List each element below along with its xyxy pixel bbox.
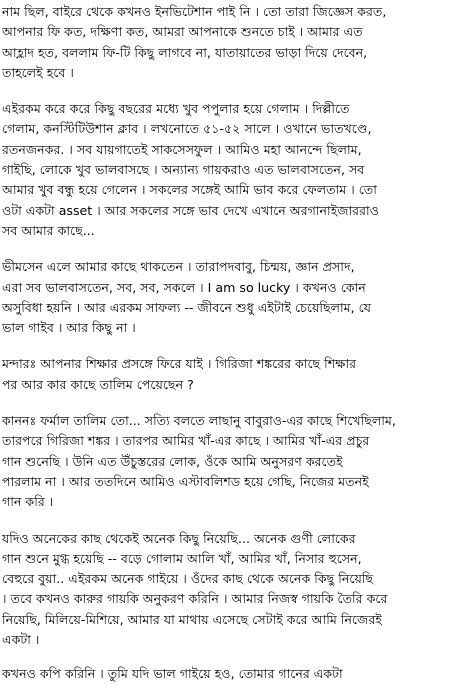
text-line: নাম ছিল, বাইরে থেকে কখনও ইনভিটেশান পাই নি । তো তারা জিজ্ঞেস করত,: [2, 4, 387, 19]
text-line: বেহুরে বুয়া.. এইরকম অনেক গাইয়ে । ওঁদের কাছ থেকে অনেক কিছু নিয়েছি: [2, 571, 374, 587]
text-line: কখনও কপি করিনি । তুমি যদি ভাল গাইয়ে হও, তোমার গানের একটা: [2, 666, 343, 682]
paragraph-bhimsen: [2, 257, 456, 338]
text-line: গেলাম, কনস্টিটিউশান ক্লাব । লখনোতে ৫১-৫২ সালে । ওখানে ভাতখণ্ডে,: [2, 121, 372, 137]
text-line: পারলাম না । আর ততদিনে আমিও এস্টাবলিশড হয়ে গেছি, নিজের মতনই: [2, 473, 369, 489]
text-line: যদিও অনেকের কাছ থেকেই অনেক কিছু নিয়েছি... অনেক গুণী লোকের: [2, 530, 356, 546]
paragraph-question: [2, 354, 456, 395]
text-line: কাননঃ ফর্মাল তালিম তো... সত্যি বলতে লাছানু বাবুরাও-এর কাছে শিখেছিলাম,: [2, 413, 396, 429]
text-line: । তবে কখনও কারুর গায়কি অনুকরণ করিনি । আমার নিজস্ব গায়কি তৈরি করে: [2, 591, 388, 607]
text-line: সব আমার কাছে...: [2, 222, 95, 238]
text-line: গাইছি, লোকে খুব ভালবাসছে । অন্যান্য গায়করাও এত ভালবাসতেন, সব: [2, 162, 365, 178]
text-line: তাহলেই হবে ।: [2, 64, 74, 80]
paragraph-invitation: [2, 2, 456, 83]
text-line: একটা ।: [2, 632, 40, 648]
text-line: আমার খুব বন্ধু হয়ে গেলেন । সকলের সঙ্গেই আমি ভাব করে ফেলতাম । তো: [2, 182, 377, 198]
text-line: পর আর কার কাছে তালিম পেয়েছেন ?: [2, 376, 194, 392]
text-line: এইরকম করে করে কিছু বছরের মধ্যে খুব পপুলার হয়ে গেলাম । দিল্লীতে: [2, 101, 350, 117]
text-line: গান শুনেছি । উনি এত উঁচুস্তরের লোক, ওঁকে আমি অনুসরণ করতেই: [2, 453, 343, 469]
text-line: ভীমসেন এলে আমার কাছে থাকতেন । তারাপদবাবু, চিন্ময়, জ্ঞান প্রসাদ,: [2, 259, 355, 275]
paragraph-answer: [2, 411, 456, 512]
text-line: অসুবিধা হয়নি । আর এরকম সাফল্য -- জীবনে শুধু এইটাই চেয়েছিলাম, যে: [2, 299, 372, 315]
text-line: নিয়েছি, মিলিয়ে-মিশিয়ে, আমার যা মাথায় এসেছে সেটাই করে আমি নিজেরই: [2, 611, 382, 627]
paragraph-copy: [2, 664, 456, 684]
paragraph-influences: [2, 529, 456, 651]
text-line: এরা সব ভালবাসতেন, সব, সব, সকলে । I am so lucky । কখনও কোন: [2, 279, 366, 295]
text-line: আহ্লাদ হত, বললাম ফি-টি কিছু লাগবে না, যাতায়াতের ভাড়া দিয়ে দেবেন,: [2, 44, 368, 60]
text-line: আপনার ফি কত, দক্ষিণা কত, আমরা আপনাকে শুনতে চাই । আমার এত: [2, 24, 363, 40]
text-line: গান করি ।: [2, 494, 54, 510]
text-line: ওটা একটা asset । আর সকলের সঙ্গে ভাব দেখে এখানে অরগানাইজাররাও: [2, 202, 379, 218]
text-line: গান শুনে মুগ্ধ হয়েছি -- বড়ে গোলাম আলি খাঁ, আমির খাঁ, নিসার হুসেন,: [2, 550, 362, 566]
paragraph-popularity: [2, 99, 456, 241]
text-line: মন্দারঃ আপনার শিক্ষার প্রসঙ্গে ফিরে যাই । গিরিজা শঙ্করের কাছে শিক্ষার: [2, 356, 357, 372]
text-line: তারপরে গিরিজা শঙ্কর । তারপর আমির খাঁ-এর কাছে । আমির খাঁ-এর প্রচুর: [2, 433, 370, 449]
text-line: ভাল গাইব । আর কিছু না ।: [2, 320, 136, 336]
text-line: রতনজনকর. । সব যায়গাতেই সাকসেসফুল । আমিও মহা আনন্দে ছিলাম,: [2, 141, 362, 157]
